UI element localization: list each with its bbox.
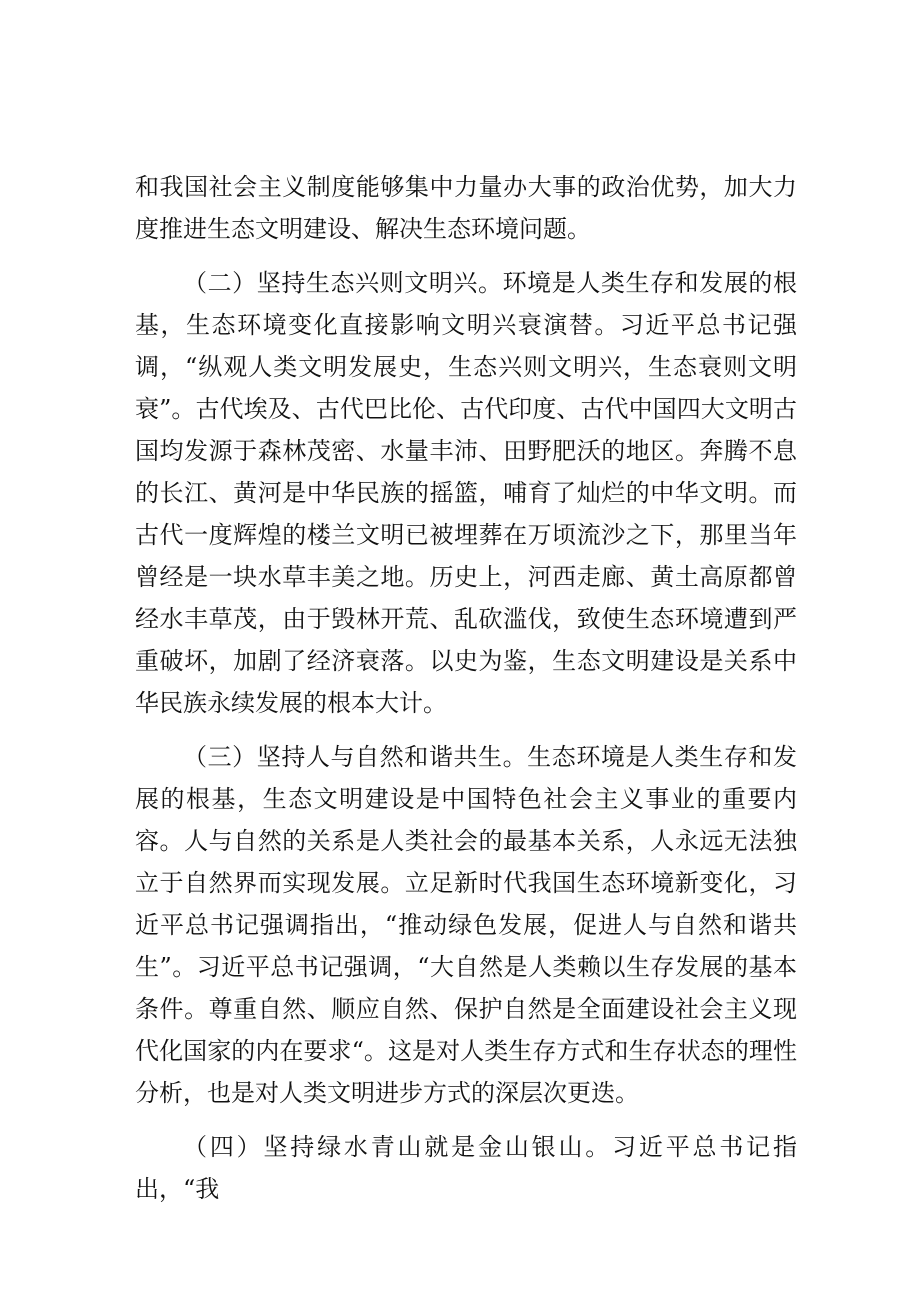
paragraph-continuation: 和我国社会主义制度能够集中力量办大事的政治优势，加大力度推进生态文明建设、解决生态环境问题。: [135, 173, 797, 243]
paragraph-section-3: （三）坚持人与自然和谐共生。生态环境是人类生存和发展的根基，生态文明建设是中国特色社会主义事业的重要内容。人与自然的关系是人类社会的最基本关系，人永远无法独立于自然界而实现发展。立足新时代我国生态环境新变化，习近平总书记强调指出，“推动绿色发展，促进人与自然和谐共生”。习近平总书记强调，“大自然是人类赖以生存发展的基本条件。尊重自然、顺应自然、保护自然是全面建设社会主义现代化国家的内在要求“。这是对人类生存方式和生存状态的理性分析，也是对人类文明进步方式的深层次更迭。: [135, 743, 797, 1107]
paragraph-section-2: （二）坚持生态兴则文明兴。环境是人类生存和发展的根基，生态环境变化直接影响文明兴衰演替。习近平总书记强调，“纵观人类文明发展史，生态兴则文明兴，生态衰则文明衰”。古代埃及、古代巴比伦、古代印度、古代中国四大文明古国均发源于森林茂密、水量丰沛、田野肥沃的地区。奔腾不息的长江、黄河是中华民族的摇篮，哺育了灿烂的中华文明。而古代一度辉煌的楼兰文明已被埋葬在万顷流沙之下，那里当年曾经是一块水草丰美之地。历史上，河西走廊、黄土高原都曾经水丰草茂，由于毁林开荒、乱砍滥伐，致使生态环境遭到严重破坏，加剧了经济衰落。以史为鉴，生态文明建设是关系中华民族永续发展的根本大计。: [135, 269, 797, 717]
document-body: [135, 166, 797, 1210]
paragraph-section-4: （四）坚持绿水青山就是金山银山。习近平总书记指出，“我: [135, 1133, 797, 1203]
